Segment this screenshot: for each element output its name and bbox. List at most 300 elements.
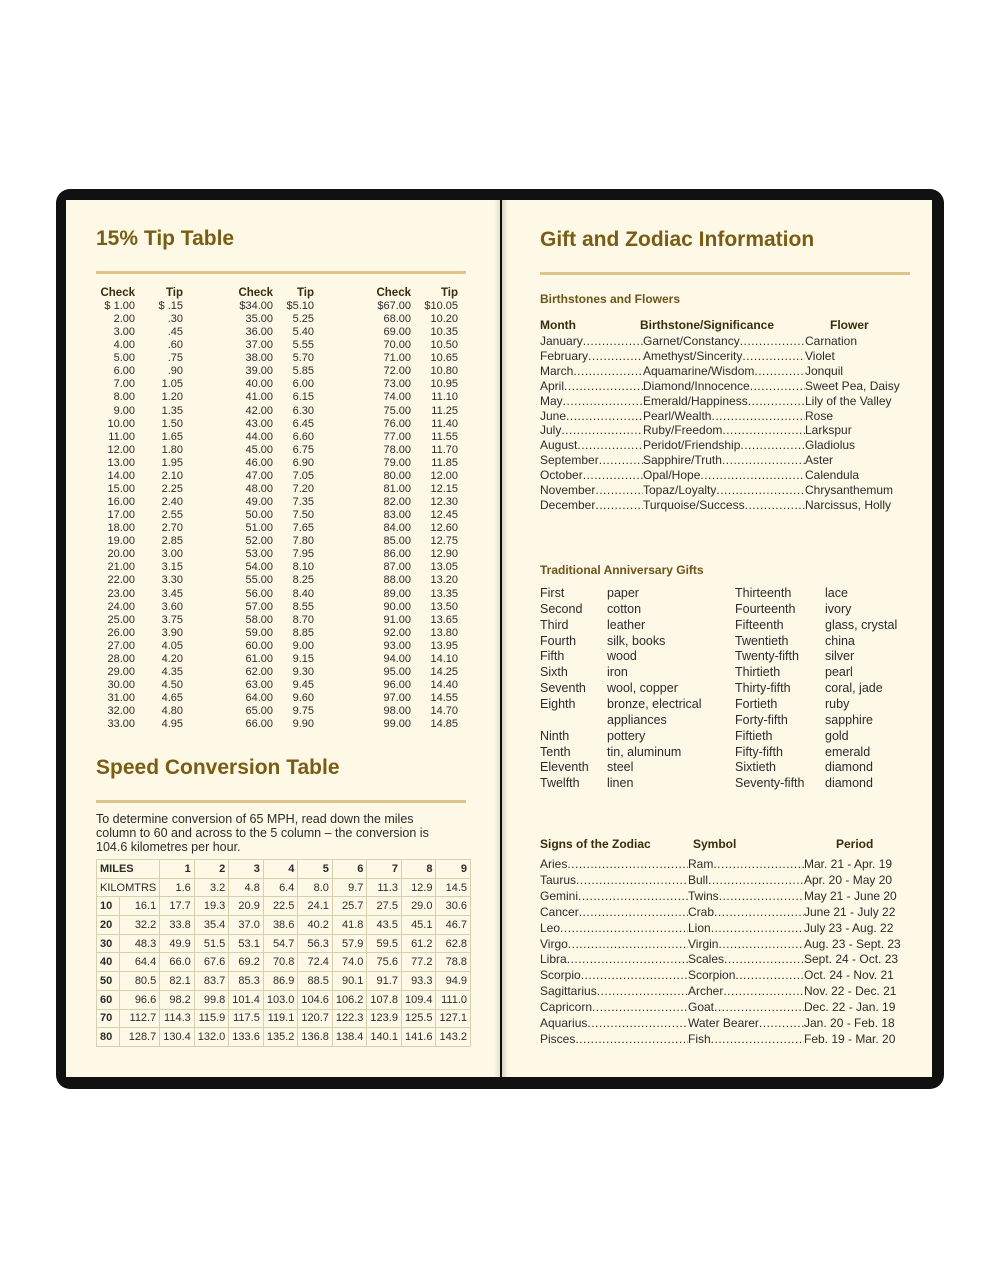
- flower-name: Narcissus, Holly: [805, 497, 892, 512]
- tip-check-cell: 17.00: [107, 509, 135, 522]
- flower-name: Rose: [805, 408, 834, 423]
- speed-cell: 122.3: [332, 1009, 367, 1028]
- tip-check-cell: 93.00: [383, 639, 411, 652]
- birthstone-row: [540, 453, 910, 467]
- speed-cell: 46.7: [436, 916, 471, 935]
- speed-intro: [96, 812, 429, 854]
- tip-value-cell: 2.70: [161, 522, 183, 535]
- tip-value-cell: .90: [167, 365, 183, 378]
- tip-check-cell: 73.00: [383, 378, 411, 391]
- tip-value-cell: 6.30: [292, 404, 314, 417]
- anniversary-gift: glass, crystal: [825, 617, 898, 632]
- symbol-cell: [688, 1032, 804, 1046]
- tip-check-cell: 41.00: [245, 391, 273, 404]
- tip-check-cell: 35.00: [245, 313, 273, 326]
- speed-header-cell: 4: [263, 860, 298, 879]
- tip-col-check-header: Check: [376, 287, 411, 299]
- tip-value-cell: 6.45: [292, 417, 314, 430]
- anniversary-year: Fourteenth: [735, 601, 796, 616]
- tip-value-cell: 14.70: [430, 705, 458, 718]
- anniversary-gift: diamond: [825, 776, 873, 791]
- sign-name: Aries: [540, 857, 568, 871]
- anniversary-year: Thirtieth: [735, 665, 781, 680]
- dot-leader: [718, 937, 804, 951]
- tip-check-cell: 94.00: [383, 652, 411, 665]
- period-text: Mar. 21 - Apr. 19: [804, 857, 893, 871]
- tip-value-cell: 4.95: [161, 718, 183, 731]
- speed-cell: 128.7: [120, 1028, 160, 1047]
- tip-value-cell: 1.20: [161, 391, 183, 404]
- dot-leader: [711, 1032, 804, 1046]
- period-text: Jan. 20 - Feb. 18: [804, 1016, 895, 1030]
- zodiac-row: [540, 952, 910, 966]
- tip-check-cell: 45.00: [245, 443, 273, 456]
- tip-check-cell: 76.00: [383, 417, 411, 430]
- tip-check-cell: 48.00: [245, 482, 273, 495]
- speed-cell: 3.2: [194, 878, 229, 897]
- dot-leader: [724, 952, 804, 966]
- tip-value-cell: 12.90: [430, 548, 458, 561]
- tip-value-cell: 6.75: [292, 443, 314, 456]
- tip-check-cell: 20.00: [107, 548, 135, 561]
- month-name: July: [540, 423, 562, 438]
- tip-check-cell: 46.00: [245, 456, 273, 469]
- speed-cell: 132.0: [194, 1028, 229, 1047]
- speed-row-label: 70: [97, 1009, 120, 1028]
- speed-row: [97, 1028, 471, 1047]
- dot-leader: [588, 349, 643, 363]
- dot-leader: [566, 409, 643, 423]
- dot-leader: [708, 873, 804, 887]
- birthstone-row: [540, 409, 910, 423]
- tip-check-cell: 62.00: [245, 665, 273, 678]
- symbol-cell: [688, 905, 804, 919]
- dot-leader: [714, 1000, 804, 1014]
- tip-value-cell: 3.60: [161, 600, 183, 613]
- speed-cell: 83.7: [194, 972, 229, 991]
- speed-row-label: 30: [97, 934, 120, 953]
- birthstones-heading: Birthstones and Flowers: [540, 292, 681, 306]
- dot-leader: [564, 379, 643, 393]
- speed-cell: 61.2: [401, 934, 436, 953]
- speed-cell: 29.0: [401, 897, 436, 916]
- speed-cell: 96.6: [120, 990, 160, 1009]
- speed-cell: 57.9: [332, 934, 367, 953]
- symbol-name: Twins: [688, 888, 719, 903]
- tip-value-cell: 4.80: [161, 705, 183, 718]
- birthstone-cell: [643, 438, 805, 452]
- sign-cell: [540, 857, 688, 871]
- speed-cell: 19.3: [194, 897, 229, 916]
- tip-value-cell: 7.20: [292, 482, 314, 495]
- speed-header-row: [97, 860, 471, 879]
- speed-cell: 43.5: [367, 916, 402, 935]
- tip-check-cell: 82.00: [383, 496, 411, 509]
- symbol-name: Archer: [688, 984, 724, 999]
- tip-check-cell: 70.00: [383, 339, 411, 352]
- tip-value-cell: 2.40: [161, 496, 183, 509]
- anniversary-year: Eighth: [540, 696, 576, 711]
- speed-row-label: 60: [97, 990, 120, 1009]
- month-name: November: [540, 483, 596, 497]
- tip-value-cell: 1.65: [161, 430, 183, 443]
- dot-leader: [575, 1032, 688, 1046]
- symbol-name: Water Bearer: [688, 1016, 759, 1030]
- flower-name: Aster: [805, 453, 834, 468]
- month-name: February: [540, 348, 589, 363]
- period-text: Feb. 19 - Mar. 20: [804, 1031, 896, 1046]
- tip-value-cell: 8.10: [292, 561, 314, 574]
- tip-check-cell: 11.00: [108, 430, 135, 443]
- birthstone-row: [540, 438, 910, 452]
- tip-check-cell: 5.00: [113, 352, 135, 365]
- page-gutter: [494, 200, 508, 1077]
- anniversary-year: Thirty-fifth: [735, 681, 791, 696]
- tip-value-cell: .60: [167, 339, 183, 352]
- month-name: May: [540, 393, 563, 408]
- speed-cell: 135.2: [263, 1028, 298, 1047]
- tip-check-cell: 63.00: [245, 679, 273, 692]
- birthstone-row: [540, 379, 910, 393]
- tip-value-cell: 12.30: [430, 496, 458, 509]
- speed-cell: 82.1: [160, 972, 195, 991]
- dot-leader: [581, 968, 688, 982]
- tip-check-cell: 16.00: [107, 496, 135, 509]
- tip-check-cell: 92.00: [383, 626, 411, 639]
- dot-leader: [563, 394, 643, 408]
- tip-value-cell: 3.15: [161, 561, 183, 574]
- speed-row: [97, 897, 471, 916]
- tip-value-cell: 3.90: [161, 626, 183, 639]
- speed-header-cell: 7: [367, 860, 402, 879]
- tip-check-cell: 74.00: [383, 391, 411, 404]
- anniversary-gift: leather: [607, 617, 646, 632]
- speed-row-label: 50: [97, 972, 120, 991]
- tip-check-cell: 90.00: [383, 600, 411, 613]
- dot-leader: [579, 905, 688, 919]
- dot-leader: [576, 873, 688, 887]
- speed-cell: 130.4: [160, 1028, 195, 1047]
- tip-value-cell: 10.95: [430, 378, 458, 391]
- speed-cell: 8.0: [298, 878, 333, 897]
- symbol-cell: [688, 937, 804, 951]
- tip-value-cell: 11.55: [431, 430, 458, 443]
- speed-cell: 30.6: [436, 897, 471, 916]
- month-name: August: [540, 438, 578, 453]
- tip-check-cell: 66.00: [245, 718, 273, 731]
- period-text: Apr. 20 - May 20: [804, 872, 893, 887]
- tip-check-cell: 15.00: [107, 482, 135, 495]
- dot-leader: [595, 498, 643, 512]
- dot-leader: [754, 364, 805, 378]
- anniversary-gift: pottery: [607, 728, 646, 743]
- tip-col-check-header: Check: [238, 287, 273, 299]
- sign-name: Leo: [540, 920, 561, 935]
- speed-cell: 40.2: [298, 916, 333, 935]
- speed-cell: 1.6: [160, 878, 195, 897]
- sign-cell: [540, 1000, 688, 1014]
- birthstone-cell: [643, 468, 805, 482]
- dot-leader: [583, 334, 643, 348]
- tip-value-cell: 8.40: [292, 587, 314, 600]
- anniversary-gift: china: [825, 633, 855, 648]
- speed-cell: 109.4: [401, 990, 436, 1009]
- month-cell: [540, 349, 643, 363]
- dot-leader: [711, 409, 805, 423]
- speed-intro-line: To determine conversion of 65 MPH, read down the miles: [96, 812, 414, 826]
- tip-check-cell: 31.00: [107, 692, 135, 705]
- speed-cell: 88.5: [298, 972, 333, 991]
- birthstone-row: [540, 364, 910, 378]
- tip-check-cell: 55.00: [245, 574, 273, 587]
- tip-value-cell: 10.35: [430, 326, 458, 339]
- speed-cell: 35.4: [194, 916, 229, 935]
- tip-value-cell: 3.30: [161, 574, 183, 587]
- tip-value-cell: 13.20: [430, 574, 458, 587]
- birthstone-cell: [643, 498, 805, 512]
- tip-check-cell: 56.00: [245, 587, 273, 600]
- tip-value-cell: 14.85: [430, 718, 458, 731]
- anniversary-gift: ivory: [825, 601, 852, 616]
- speed-cell: 17.7: [160, 897, 195, 916]
- tip-value-cell: 6.15: [292, 391, 314, 404]
- speed-cell: 115.9: [194, 1009, 229, 1028]
- tip-value-cell: 11.40: [431, 417, 458, 430]
- tip-check-cell: $34.00: [239, 300, 273, 312]
- speed-cell: 99.8: [194, 990, 229, 1009]
- speed-cell: 72.4: [298, 953, 333, 972]
- speed-cell: 4.8: [229, 878, 264, 897]
- anniversary-gift: diamond: [825, 760, 873, 775]
- birthstone-row: [540, 468, 910, 482]
- symbol-cell: [688, 984, 804, 998]
- speed-cell: 78.8: [436, 953, 471, 972]
- speed-cell: 127.1: [436, 1009, 471, 1028]
- tip-check-cell: 14.00: [107, 469, 135, 482]
- tip-check-cell: 86.00: [383, 548, 411, 561]
- tip-check-cell: 81.00: [383, 482, 411, 495]
- tip-check-cell: 6.00: [113, 365, 135, 378]
- flower-name: Gladiolus: [805, 438, 856, 453]
- tip-check-cell: 68.00: [383, 313, 411, 326]
- tip-check-cell: 32.00: [107, 705, 135, 718]
- sign-name: Pisces: [540, 1031, 576, 1046]
- tip-value-cell: 13.80: [430, 626, 458, 639]
- speed-row-label: 80: [97, 1028, 120, 1047]
- tip-check-cell: 53.00: [245, 548, 273, 561]
- tip-value-cell: 14.40: [430, 679, 458, 692]
- speed-cell: 11.3: [367, 878, 402, 897]
- zodiac-row: [540, 968, 910, 982]
- speed-cell: 133.6: [229, 1028, 264, 1047]
- dot-leader: [740, 438, 805, 452]
- sign-name: Cancer: [540, 904, 579, 919]
- tip-value-cell: 2.25: [161, 482, 183, 495]
- tip-value-cell: 10.80: [430, 365, 458, 378]
- tip-check-cell: 21.00: [107, 561, 135, 574]
- flower-name: Calendula: [805, 468, 860, 483]
- birthstone-name: Aquamarine/Wisdom: [643, 363, 755, 378]
- tip-check-cell: 51.00: [245, 522, 273, 535]
- tip-check-cell: 36.00: [245, 326, 273, 339]
- tip-check-cell: 49.00: [245, 496, 273, 509]
- month-cell: [540, 453, 643, 467]
- tip-check-cell: 7.00: [113, 378, 135, 391]
- period-text: Aug. 23 - Sept. 23: [804, 936, 901, 951]
- tip-value-cell: 12.75: [430, 535, 458, 548]
- speed-header-cell: 8: [401, 860, 436, 879]
- birthstone-name: Garnet/Constancy: [643, 334, 740, 348]
- tip-check-cell: 64.00: [245, 692, 273, 705]
- tip-check-cell: 87.00: [383, 561, 411, 574]
- speed-cell: 141.6: [401, 1028, 436, 1047]
- tip-check-cell: 12.00: [107, 443, 135, 456]
- speed-cell: 107.8: [367, 990, 402, 1009]
- dot-leader: [711, 921, 804, 935]
- tip-check-cell: 37.00: [245, 339, 273, 352]
- month-name: October: [540, 468, 583, 483]
- birthstone-cell: [643, 364, 805, 378]
- flower-name: Chrysanthemum: [805, 483, 894, 497]
- symbol-cell: [688, 968, 804, 982]
- month-cell: [540, 438, 643, 452]
- birthstone-name: Amethyst/Sincerity: [643, 348, 743, 363]
- dot-leader: [568, 937, 688, 951]
- flower-name: Carnation: [805, 334, 858, 348]
- tip-check-cell: 2.00: [113, 313, 135, 326]
- tip-value-cell: 9.30: [292, 665, 314, 678]
- anniversary-year: Thirteenth: [735, 586, 792, 600]
- anniversary-year: Fourth: [540, 633, 577, 648]
- dot-leader: [577, 438, 643, 452]
- tip-check-cell: 60.00: [245, 639, 273, 652]
- sign-cell: [540, 968, 688, 982]
- dot-leader: [587, 1016, 688, 1030]
- symbol-name: Ram: [688, 857, 714, 871]
- tip-value-cell: 8.70: [292, 613, 314, 626]
- anniversary-gift: paper: [607, 586, 639, 600]
- anniversary-year: Fifty-fifth: [735, 744, 783, 759]
- tip-check-cell: 58.00: [245, 613, 273, 626]
- tip-value-cell: 8.25: [292, 574, 314, 587]
- tip-value-cell: 4.50: [161, 679, 183, 692]
- tip-value-cell: 7.65: [292, 522, 314, 535]
- birthstone-name: Pearl/Wealth: [643, 408, 712, 423]
- speed-cell: 37.0: [229, 916, 264, 935]
- dot-leader: [742, 349, 805, 363]
- period-text: July 23 - Aug. 22: [804, 920, 894, 935]
- tip-check-cell: 9.00: [113, 404, 135, 417]
- tip-value-cell: .75: [167, 352, 183, 365]
- tip-value-cell: 10.50: [430, 339, 458, 352]
- tip-value-cell: .45: [167, 326, 183, 339]
- sign-name: Scorpio: [540, 968, 581, 983]
- tip-value-cell: 3.45: [161, 587, 183, 600]
- birthstone-name: Turquoise/Success: [643, 497, 745, 512]
- anniversary-year: Fifth: [540, 649, 565, 664]
- tip-value-cell: 2.85: [161, 535, 183, 548]
- speed-header-cell: 5: [298, 860, 333, 879]
- speed-row: [97, 916, 471, 935]
- month-cell: [540, 334, 643, 348]
- period-text: Sept. 24 - Oct. 23: [804, 952, 899, 967]
- tip-check-cell: 44.00: [245, 430, 273, 443]
- dot-leader: [583, 468, 643, 482]
- dot-leader: [713, 857, 804, 871]
- dot-leader: [745, 498, 805, 512]
- tip-check-cell: 72.00: [383, 365, 411, 378]
- tip-value-cell: 11.25: [431, 404, 458, 417]
- speed-cell: 53.1: [229, 934, 264, 953]
- flower-name: Violet: [805, 348, 835, 363]
- flower-name: Jonquil: [805, 363, 844, 378]
- tip-value-cell: 6.90: [292, 456, 314, 469]
- birthstone-name: Diamond/Innocence: [643, 378, 750, 393]
- tip-check-cell: 13.00: [107, 456, 135, 469]
- tip-value-cell: 5.40: [292, 326, 314, 339]
- tip-check-cell: 79.00: [383, 456, 411, 469]
- speed-cell: 62.8: [436, 934, 471, 953]
- sign-cell: [540, 952, 688, 966]
- tip-col-tip-header: Tip: [296, 287, 314, 299]
- symbol-cell: [688, 921, 804, 935]
- tip-check-cell: 78.00: [383, 443, 411, 456]
- dot-leader: [735, 968, 804, 982]
- period-text: May 21 - June 20: [804, 888, 897, 903]
- tip-value-cell: 11.70: [431, 443, 458, 456]
- tip-value-cell: 6.60: [292, 430, 314, 443]
- tip-col-check-header: Check: [100, 287, 135, 299]
- tip-value-cell: 4.20: [161, 652, 183, 665]
- anniversary-gift: tin, aluminum: [607, 744, 682, 759]
- speed-cell: 114.3: [160, 1009, 195, 1028]
- tip-check-cell: $67.00: [377, 300, 411, 312]
- speed-cell: 101.4: [229, 990, 264, 1009]
- anniversary-gift: wood: [607, 649, 637, 664]
- zodiac-row: [540, 873, 910, 887]
- anniversary-gift: iron: [607, 665, 628, 680]
- tip-value-cell: 7.50: [292, 509, 314, 522]
- speed-header-cell: 1: [160, 860, 195, 879]
- tip-value-cell: 9.75: [292, 705, 314, 718]
- speed-row-label: 40: [97, 953, 120, 972]
- speed-cell: 123.9: [367, 1009, 402, 1028]
- speed-cell: 27.5: [367, 897, 402, 916]
- speed-cell: 32.2: [120, 916, 160, 935]
- tip-check-cell: 8.00: [113, 391, 135, 404]
- month-cell: [540, 498, 643, 512]
- tip-check-cell: 88.00: [383, 574, 411, 587]
- anniversary-gift: silver: [825, 649, 855, 664]
- tip-check-cell: 85.00: [383, 535, 411, 548]
- tip-value-cell: 8.85: [292, 626, 314, 639]
- anniversary-gift: gold: [825, 728, 849, 743]
- month-name: April: [540, 378, 565, 393]
- tip-check-cell: 39.00: [245, 365, 273, 378]
- anniversary-gift: lace: [825, 586, 848, 600]
- speed-row: [97, 1009, 471, 1028]
- dot-leader: [561, 423, 643, 437]
- speed-row: [97, 934, 471, 953]
- speed-header-cell: 3: [229, 860, 264, 879]
- speed-cell: 94.9: [436, 972, 471, 991]
- zodiac-row: [540, 905, 910, 919]
- tip-value-cell: 7.05: [292, 469, 314, 482]
- period-text: Dec. 22 - Jan. 19: [804, 1000, 896, 1015]
- tip-check-cell: 95.00: [383, 665, 411, 678]
- tip-table-title: 15% Tip Table: [96, 227, 235, 250]
- sign-name: Virgo: [540, 936, 568, 951]
